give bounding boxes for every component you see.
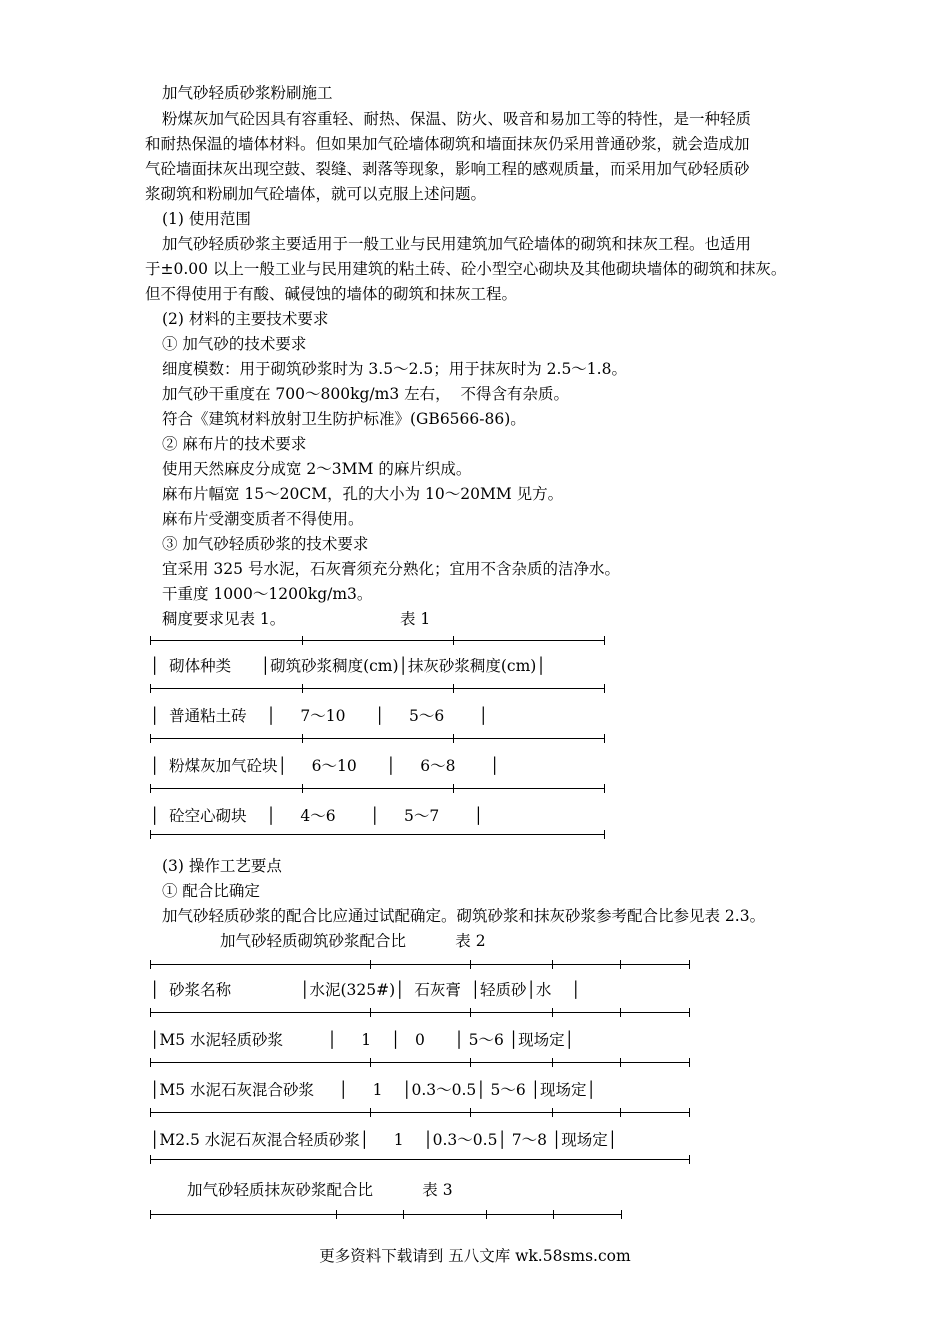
table-2-divider (150, 1108, 690, 1118)
table-1-row: │ 砼空心砌块 │ 4～6 │ 5～7 │ (150, 807, 484, 825)
table-3-top-border (150, 1210, 622, 1220)
intro-line-4: 浆砌筑和粉刷加气砼墙体，就可以克服上述问题。 (145, 185, 487, 203)
table-2-header-row: │ 砂浆名称 │水泥(325#)│ 石灰膏 │轻质砂│水 │ (150, 981, 581, 999)
table-1-intro: 稠度要求见表 1。 (162, 610, 286, 628)
table-2-caption: 加气砂轻质砌筑砂浆配合比 表 2 (220, 932, 486, 950)
section-3-heading: (3) 操作工艺要点 (162, 857, 282, 875)
section-2-line-11: 干重度 1000～1200kg/m3。 (162, 585, 373, 603)
table-1-divider (150, 734, 605, 744)
section-2-line-8: 麻布片受潮变质者不得使用。 (162, 510, 364, 528)
section-2-line-10: 宜采用 325 号水泥，石灰膏须充分熟化；宜用不含杂质的洁净水。 (162, 560, 620, 578)
intro-line-1: 粉煤灰加气砼因具有容重轻、耐热、保温、防火、吸音和易加工等的特性，是一种轻质 (162, 110, 752, 128)
table-1-divider (150, 684, 605, 694)
intro-line-3: 气砼墙面抹灰出现空鼓、裂缝、剥落等现象，影响工程的感观质量，而采用加气砂轻质砂 (145, 160, 750, 178)
section-1-line-3: 但不得使用于有酸、碱侵蚀的墙体的砌筑和抹灰工程。 (145, 285, 518, 303)
table-1-divider (150, 784, 605, 794)
table-2-row: │M2.5 水泥石灰混合轻质砂浆│ 1 │0.3～0.5│ 7～8 │现场定│ (150, 1131, 618, 1149)
footer-download-note: 更多资料下载请到 五八文库 wk.58sms.com (319, 1247, 631, 1265)
section-2-line-1: ① 加气砂的技术要求 (162, 335, 307, 353)
section-2-line-3: 加气砂干重度在 700～800kg/m3 左右， 不得含有杂质。 (162, 385, 569, 403)
table-1-row: │ 粉煤灰加气砼块│ 6～10 │ 6～8 │ (150, 757, 500, 775)
section-2-line-2: 细度模数：用于砌筑砂浆时为 3.5～2.5；用于抹灰时为 2.5～1.8。 (162, 360, 627, 378)
section-2-line-5: ② 麻布片的技术要求 (162, 435, 307, 453)
table-1-row: │ 普通粘土砖 │ 7～10 │ 5～6 │ (150, 707, 489, 725)
section-3-line-1: ① 配合比确定 (162, 882, 260, 900)
table-2-bottom-border (150, 1155, 690, 1165)
table-1-header-row: │ 砌体种类 │砌筑砂浆稠度(cm)│抹灰砂浆稠度(cm)│ (150, 657, 546, 675)
section-1-line-1: 加气砂轻质砂浆主要适用于一般工业与民用建筑加气砼墙体的砌筑和抹灰工程。也适用 (162, 235, 752, 253)
section-2-heading: (2) 材料的主要技术要求 (162, 310, 329, 328)
table-2-row: │M5 水泥石灰混合砂浆 │ 1 │0.3～0.5│ 5～6 │现场定│ (150, 1081, 596, 1099)
table-1-bottom-border (150, 830, 605, 840)
section-3-line-2: 加气砂轻质砂浆的配合比应通过试配确定。砌筑砂浆和抹灰砂浆参考配合比参见表 2.3。 (162, 907, 766, 925)
section-2-line-6: 使用天然麻皮分成宽 2～3MM 的麻片织成。 (162, 460, 472, 478)
section-1-heading: (1) 使用范围 (162, 210, 251, 228)
table-2-top-border (150, 960, 690, 970)
document-title: 加气砂轻质砂浆粉刷施工 (162, 84, 333, 102)
section-1-line-2: 于±0.00 以上一般工业与民用建筑的粘土砖、砼小型空心砌块及其他砌块墙体的砌筑和抹灰。 (145, 260, 787, 278)
table-1-label: 表 1 (400, 610, 431, 628)
section-2-line-9: ③ 加气砂轻质砂浆的技术要求 (162, 535, 369, 553)
table-2-divider (150, 1058, 690, 1068)
section-2-line-7: 麻布片幅宽 15～20CM，孔的大小为 10～20MM 见方。 (162, 485, 564, 503)
table-3-caption: 加气砂轻质抹灰砂浆配合比 表 3 (187, 1181, 453, 1199)
section-2-line-4: 符合《建筑材料放射卫生防护标准》(GB6566-86)。 (162, 410, 526, 428)
table-2-divider (150, 1008, 690, 1018)
intro-line-2: 和耐热保温的墙体材料。但如果加气砼墙体砌筑和墙面抹灰仍采用普通砂浆，就会造成加 (145, 135, 750, 153)
table-1-top-border (150, 636, 605, 646)
table-2-row: │M5 水泥轻质砂浆 │ 1 │ 0 │ 5～6 │现场定│ (150, 1031, 574, 1049)
